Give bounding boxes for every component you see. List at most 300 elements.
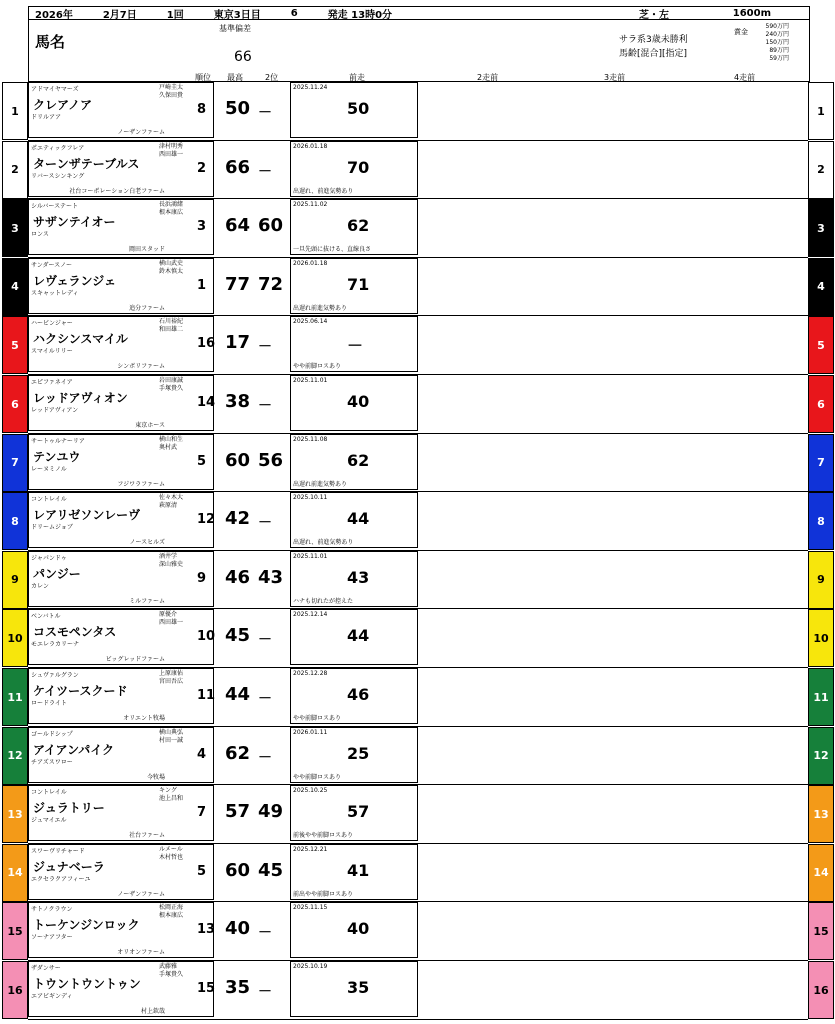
horse-row[interactable] <box>0 785 835 842</box>
trainer-name: 奥村武 <box>159 443 178 451</box>
sire-name: エピファネイア <box>31 379 73 386</box>
rank-value: 15 <box>197 981 216 996</box>
race-header <box>28 6 810 20</box>
horse-info <box>28 727 214 783</box>
prev4-race-card[interactable] <box>680 199 808 255</box>
prev-race-note: 出遅れ、前進気勢あり <box>293 187 354 195</box>
prev3-race-card[interactable] <box>550 902 678 958</box>
owner-name: ビッグレッドファーム <box>105 656 165 664</box>
dam-name: レーヌミノル <box>31 465 67 473</box>
best-index: 38 <box>225 391 251 412</box>
prev-race-note: 出遅れ前進気勢あり <box>293 304 348 312</box>
best-index: 66 <box>225 156 251 178</box>
trainer-name: 深山雅史 <box>159 560 184 568</box>
horse-info <box>28 199 214 255</box>
dam-name: ジュマイエル <box>31 817 67 825</box>
jockey-trainer <box>159 670 213 686</box>
gate-number-left: 6 <box>2 375 28 433</box>
horse-name[interactable]: コスモペンタス <box>33 625 117 640</box>
prev-race-date: 2026.01.18 <box>293 142 328 150</box>
prev3-race-card[interactable] <box>550 492 678 548</box>
sire-name: ハービンジャー <box>31 320 73 328</box>
horse-info <box>28 82 214 138</box>
trainer-name: 根本康広 <box>159 912 184 920</box>
prev4-race-card[interactable] <box>680 961 808 1017</box>
jockey-name: 長浜鴻緒 <box>159 201 184 209</box>
prev-race-card[interactable] <box>290 492 418 548</box>
gate-number-right: 12 <box>808 727 834 785</box>
sire-name: サトノクラウン <box>31 906 73 914</box>
best-index: 77 <box>225 273 251 295</box>
prev4-race-card[interactable] <box>680 141 808 197</box>
prev3-race-card[interactable] <box>550 375 678 431</box>
second-index: － <box>258 339 272 356</box>
jockey-name: 石川裕紀 <box>159 318 184 326</box>
horse-name[interactable]: レッドアヴィオン <box>33 391 128 405</box>
horse-name[interactable]: レアリゼソンレーヴ <box>33 508 141 523</box>
best-index: 60 <box>225 859 251 881</box>
prev3-race-card[interactable] <box>550 316 678 372</box>
horse-info <box>28 141 214 197</box>
horse-info <box>28 434 214 490</box>
prev-race-date: 2025.12.21 <box>293 845 328 853</box>
second-index: 72 <box>258 273 284 295</box>
prev4-race-card[interactable] <box>680 902 808 958</box>
owner-name: フジワラファーム <box>117 480 165 488</box>
prev-race-card[interactable] <box>290 141 418 197</box>
rank-value: 5 <box>197 863 207 879</box>
sire-name: アドマイヤマーズ <box>31 86 79 93</box>
jockey-trainer <box>159 84 213 100</box>
horse-row[interactable] <box>0 141 835 198</box>
trainer-name: 和田雄二 <box>159 326 184 334</box>
jockey-name: 酒井学 <box>159 552 178 560</box>
prize-label: 賞金 <box>734 28 748 36</box>
prev4-race-card[interactable] <box>680 258 808 314</box>
dam-name: カレン <box>31 582 49 590</box>
horse-name[interactable]: テンユウ <box>33 449 81 464</box>
second-index: － <box>258 515 272 532</box>
prev-race-date: 2025.10.25 <box>293 787 328 795</box>
horse-row[interactable] <box>0 434 835 491</box>
sire-name: コントレイル <box>31 789 67 797</box>
horse-info <box>28 375 214 431</box>
race-number: 6 <box>290 7 298 19</box>
second-index: 49 <box>258 801 284 823</box>
horse-name[interactable]: ハクシンスマイル <box>33 332 128 347</box>
kijun-value: 66 <box>234 49 252 65</box>
horse-row[interactable] <box>0 316 835 373</box>
jockey-trainer <box>159 377 213 393</box>
gate-number-left: 1 <box>2 82 28 140</box>
sire-name: ベンバトル <box>31 613 61 621</box>
prev-race-date: 2025.10.19 <box>293 963 328 970</box>
jockey-name: ルメール <box>159 845 183 853</box>
prev2-race-card[interactable] <box>420 609 548 665</box>
prev-race-note: やや前脚ロスあり <box>293 715 342 722</box>
second-index: － <box>258 984 272 1000</box>
prev2-race-card[interactable] <box>420 258 548 314</box>
horse-row[interactable] <box>0 375 835 432</box>
prev-race-index: 40 <box>347 919 370 939</box>
gate-number-left: 4 <box>2 258 28 316</box>
prev-race-date: 2025.06.14 <box>293 318 328 326</box>
prev2-race-card[interactable] <box>420 961 548 1017</box>
rank-value: 3 <box>197 219 207 235</box>
horse-info <box>28 609 214 665</box>
prev4-race-card[interactable] <box>680 785 808 841</box>
prize-3: 150万円 <box>765 39 789 46</box>
trainer-name: 手塚貴久 <box>159 971 184 978</box>
prev-race-note: 前出やや前脚ロスあり <box>293 890 354 898</box>
jockey-name: 戸崎圭太 <box>159 84 184 91</box>
dam-name: ドリームジョブ <box>31 524 73 532</box>
best-index: 46 <box>225 566 251 588</box>
dam-name: ロードライト <box>31 700 67 707</box>
owner-name: 村上欽哉 <box>140 1008 165 1015</box>
dam-name: スマイルリリー <box>31 348 73 356</box>
prev-race-card[interactable] <box>290 375 418 431</box>
horse-row[interactable] <box>0 199 835 256</box>
sire-name: コントレイル <box>31 496 67 504</box>
prev2-race-card[interactable] <box>420 141 548 197</box>
gate-number-right: 1 <box>808 82 834 140</box>
gate-number-right: 13 <box>808 785 834 843</box>
prev-race-card[interactable] <box>290 199 418 255</box>
prev2-race-card[interactable] <box>420 199 548 255</box>
prev-race-note: やや前脚ロスあり <box>293 773 342 781</box>
best-index: 64 <box>225 215 251 237</box>
horse-name[interactable]: レヴェランジェ <box>33 273 116 288</box>
gate-number-left: 8 <box>2 492 28 550</box>
owner-name: 岡田スタッド <box>128 246 165 254</box>
prev2-race-card[interactable] <box>420 316 548 372</box>
horse-info <box>28 316 214 372</box>
prev-race-card[interactable] <box>290 902 418 958</box>
second-index: 60 <box>258 215 284 237</box>
horse-info <box>28 258 214 314</box>
race-class-text: サラ系3歳未勝利 <box>619 35 688 45</box>
best-index: 62 <box>225 742 251 764</box>
horse-name-label: 馬名 <box>35 33 66 51</box>
owner-name: 社台コーポレーション白老ファーム <box>69 187 165 195</box>
gate-number-left: 12 <box>2 727 28 785</box>
jockey-name: 横山和生 <box>159 435 184 443</box>
prev3-race-card[interactable] <box>550 141 678 197</box>
prev4-race-card[interactable] <box>680 844 808 900</box>
gate-number-left: 13 <box>2 785 28 843</box>
gate-number-right: 8 <box>808 492 834 550</box>
jockey-trainer <box>159 143 213 159</box>
trainer-name: 西田雄一 <box>159 150 184 158</box>
prev-race-index: 50 <box>347 99 370 118</box>
prev-race-card[interactable] <box>290 844 418 900</box>
rank-value: 4 <box>197 746 207 762</box>
gate-number-left: 10 <box>2 609 28 667</box>
prev2-race-card[interactable] <box>420 434 548 490</box>
rank-value: 1 <box>197 277 207 293</box>
gate-number-right: 5 <box>808 316 834 374</box>
gate-number-left: 16 <box>2 961 28 1019</box>
owner-name: 東京ホース <box>135 422 165 429</box>
second-index: 43 <box>258 566 284 588</box>
jockey-trainer <box>159 436 213 452</box>
best-index: 50 <box>225 98 251 119</box>
prev-race-index: 57 <box>347 802 370 822</box>
prev-race-index: 43 <box>347 567 370 587</box>
second-index: － <box>258 163 272 180</box>
trainer-name: 根本康広 <box>159 209 184 217</box>
gate-number-right: 9 <box>808 551 834 609</box>
jockey-trainer <box>159 318 213 334</box>
best-index: 17 <box>225 332 251 354</box>
owner-name: オリエント牧場 <box>123 715 165 722</box>
jockey-name: キング <box>159 787 177 795</box>
prev4-race-card[interactable] <box>680 668 808 724</box>
sire-name: スワーヴリチャード <box>31 847 85 855</box>
prev2-race-card[interactable] <box>420 727 548 783</box>
horse-name[interactable]: パンジー <box>33 566 81 581</box>
owner-name: ノースヒルズ <box>129 539 165 547</box>
horse-info <box>28 902 214 958</box>
col-prev: 前走 <box>349 73 365 82</box>
prev4-race-card[interactable] <box>680 492 808 548</box>
prev-race-date: 2026.01.11 <box>293 728 328 736</box>
owner-name: 今牧場 <box>146 773 165 781</box>
rank-value: 16 <box>197 336 216 352</box>
prev4-race-card[interactable] <box>680 727 808 783</box>
prev-race-index: 41 <box>347 860 370 880</box>
prev-race-date: 2025.10.11 <box>293 494 328 502</box>
sire-name: ポエティックフレア <box>31 144 85 152</box>
prev4-race-card[interactable] <box>680 375 808 431</box>
prev3-race-card[interactable] <box>550 785 678 841</box>
col-prev3: 3走前 <box>604 73 626 82</box>
row-divider <box>28 1019 808 1020</box>
prev-race-note: ハナも切れたが控えた <box>293 597 354 605</box>
horse-info <box>28 492 214 548</box>
jockey-trainer <box>159 787 213 803</box>
horse-name[interactable]: ジュナベーラ <box>33 859 105 874</box>
prize-2: 240万円 <box>765 31 789 38</box>
prev-race-index: 70 <box>347 157 370 177</box>
gate-number-left: 15 <box>2 902 28 960</box>
prev-race-card[interactable] <box>290 668 418 724</box>
rank-value: 13 <box>197 922 216 938</box>
horse-name[interactable]: サザンテイオー <box>33 215 116 230</box>
trainer-name: 萩原清 <box>159 502 178 510</box>
gate-number-left: 14 <box>2 844 28 902</box>
prev-race-index: 35 <box>347 978 370 997</box>
prev-race-index: 25 <box>347 743 370 763</box>
owner-name: シンボリファーム <box>117 363 165 371</box>
trainer-name: 木村哲也 <box>159 853 184 861</box>
trainer-name: 村田一誠 <box>159 736 184 744</box>
race-date: 2月7日 <box>102 9 137 21</box>
dam-name: ドリルアア <box>31 114 62 121</box>
dam-name: レッドアヴィアン <box>31 407 79 414</box>
prev-race-card[interactable] <box>290 316 418 372</box>
prev-race-card[interactable] <box>290 551 418 607</box>
race-venue: 東京3日目 <box>213 9 261 21</box>
horse-name[interactable]: トウントウントゥン <box>33 977 141 991</box>
owner-name: オリオンファーム <box>117 949 165 957</box>
prize-1: 590万円 <box>765 23 789 30</box>
prev-race-date: 2025.11.02 <box>293 201 328 209</box>
horse-name[interactable]: アイアンパイク <box>33 742 115 757</box>
prev-race-index: 40 <box>347 392 370 411</box>
prev3-race-card[interactable] <box>550 551 678 607</box>
prev3-race-card[interactable] <box>550 727 678 783</box>
second-index: － <box>258 398 272 414</box>
horse-row[interactable] <box>0 82 835 139</box>
prev4-race-card[interactable] <box>680 551 808 607</box>
gate-number-right: 11 <box>808 668 834 726</box>
jockey-trainer <box>159 904 213 920</box>
horse-row[interactable] <box>0 961 835 1018</box>
prev-race-date: 2025.11.15 <box>293 904 328 912</box>
prev2-race-card[interactable] <box>420 492 548 548</box>
prev-race-card[interactable] <box>290 258 418 314</box>
gate-number-left: 11 <box>2 668 28 726</box>
prev-race-index: 44 <box>347 626 370 646</box>
jockey-trainer <box>159 611 213 627</box>
owner-name: ミルファーム <box>129 597 165 605</box>
gate-number-right: 16 <box>808 961 834 1019</box>
jockey-trainer <box>159 494 213 510</box>
horse-name[interactable]: ケイツースクード <box>33 684 128 698</box>
prev3-race-card[interactable] <box>550 199 678 255</box>
second-index: 45 <box>258 859 284 881</box>
prev2-race-card[interactable] <box>420 375 548 431</box>
prev3-race-card[interactable] <box>550 82 678 138</box>
gate-number-right: 4 <box>808 258 834 316</box>
kijun-label: 基準偏差 <box>219 24 251 33</box>
prev-race-note: 出遅れ、前進気勢あり <box>293 539 354 547</box>
rank-value: 9 <box>197 570 207 586</box>
prev-race-note: 一旦先頭に抜ける、直線良さ <box>293 246 372 254</box>
jockey-trainer <box>159 553 213 569</box>
prev-race-date: 2025.12.14 <box>293 611 328 619</box>
rank-value: 7 <box>197 805 207 821</box>
trainer-name: 手塚貴久 <box>159 385 184 392</box>
second-index: 56 <box>258 449 284 471</box>
horse-row[interactable] <box>0 844 835 901</box>
best-index: 40 <box>225 918 251 940</box>
prev-race-index: 46 <box>347 685 370 704</box>
prev-race-card[interactable] <box>290 961 418 1017</box>
prev-race-card[interactable] <box>290 82 418 138</box>
horse-row[interactable] <box>0 902 835 959</box>
dam-name: スキャットレディ <box>31 289 79 297</box>
gate-number-right: 2 <box>808 141 834 199</box>
dam-name: エアビギンディ <box>31 993 73 1000</box>
second-index: － <box>258 105 272 121</box>
prev-race-card[interactable] <box>290 434 418 490</box>
prev3-race-card[interactable] <box>550 609 678 665</box>
second-index: － <box>258 925 272 942</box>
prev3-race-card[interactable] <box>550 844 678 900</box>
prize-4: 89万円 <box>769 47 789 54</box>
jockey-trainer <box>159 963 213 979</box>
sire-name: シルバーステート <box>31 203 79 211</box>
rank-value: 8 <box>197 102 207 117</box>
prev3-race-card[interactable] <box>550 961 678 1017</box>
gate-number-right: 6 <box>808 375 834 433</box>
prev-race-note: 出遅れ前進気勢あり <box>293 480 348 488</box>
jockey-trainer <box>159 260 213 276</box>
prev-race-index: 62 <box>347 450 370 470</box>
rank-value: 12 <box>197 512 216 528</box>
dam-name: チアズスワロー <box>31 758 73 766</box>
prev2-race-card[interactable] <box>420 902 548 958</box>
prev3-race-card[interactable] <box>550 258 678 314</box>
prev-race-date: 2025.11.24 <box>293 84 328 91</box>
horse-row[interactable] <box>0 668 835 725</box>
horse-row[interactable] <box>0 258 835 315</box>
race-class <box>619 33 688 61</box>
gate-number-right: 10 <box>808 609 834 667</box>
prev2-race-card[interactable] <box>420 668 548 724</box>
col-rank: 順位 <box>195 73 211 82</box>
prev2-race-card[interactable] <box>420 785 548 841</box>
prev2-race-card[interactable] <box>420 551 548 607</box>
prev2-race-card[interactable] <box>420 82 548 138</box>
owner-name: ノーザンファーム <box>117 890 165 898</box>
col-prev2: 2走前 <box>477 73 499 82</box>
prev-race-card[interactable] <box>290 785 418 841</box>
prev-race-date: 2025.11.08 <box>293 435 328 443</box>
horse-row[interactable] <box>0 727 835 784</box>
col-prev4: 4走前 <box>734 73 756 82</box>
prev2-race-card[interactable] <box>420 844 548 900</box>
horse-row[interactable] <box>0 551 835 608</box>
prev4-race-card[interactable] <box>680 82 808 138</box>
horse-name[interactable]: クレアノア <box>33 98 93 112</box>
prev-race-card[interactable] <box>290 727 418 783</box>
gate-number-left: 2 <box>2 141 28 199</box>
gate-number-right: 15 <box>808 902 834 960</box>
gate-number-left: 9 <box>2 551 28 609</box>
rank-value: 10 <box>197 629 216 645</box>
prev3-race-card[interactable] <box>550 434 678 490</box>
second-index: － <box>258 749 272 766</box>
sire-name: シュヴァルグラン <box>31 672 79 679</box>
prev4-race-card[interactable] <box>680 434 808 490</box>
horse-row[interactable] <box>0 492 835 549</box>
race-cond-text: 馬齢[混合][指定] <box>619 49 688 59</box>
jockey-name: 横山武史 <box>159 259 184 267</box>
prev-race-index: 44 <box>347 509 370 529</box>
prev4-race-card[interactable] <box>680 609 808 665</box>
horse-row[interactable] <box>0 609 835 666</box>
horse-name[interactable]: ターンザテーブルス <box>33 156 140 171</box>
prev3-race-card[interactable] <box>550 668 678 724</box>
best-index: 57 <box>225 801 251 823</box>
race-start: 発走 13時0分 <box>327 9 393 21</box>
jockey-name: 松岡正海 <box>159 904 184 912</box>
horse-name[interactable]: トーケンジンロック <box>33 918 140 933</box>
horse-name[interactable]: ジュラトリー <box>33 801 105 816</box>
prev-race-card[interactable] <box>290 609 418 665</box>
owner-name: 追分ファーム <box>129 304 165 312</box>
dam-name: リバースシンキング <box>31 172 85 180</box>
prev-race-note: やや前脚ロスあり <box>293 363 342 371</box>
rank-value: 2 <box>197 160 207 176</box>
best-index: 44 <box>225 684 251 705</box>
prev4-race-card[interactable] <box>680 316 808 372</box>
trainer-name: 久保田貴 <box>159 92 184 99</box>
